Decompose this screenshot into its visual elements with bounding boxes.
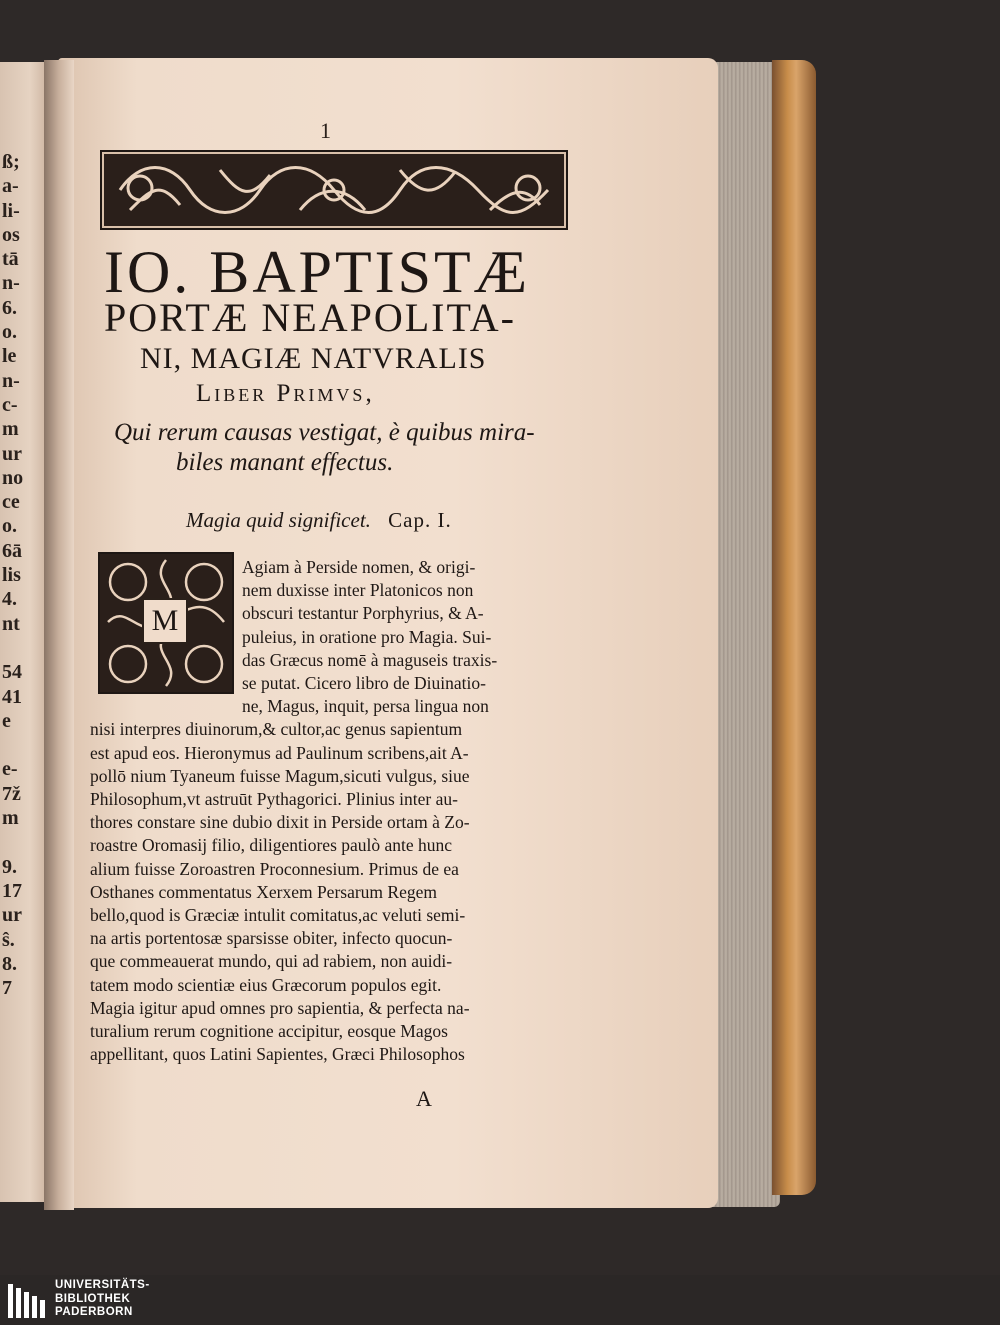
body-line: thores constare sine dubio dixit in Perside ortam à Zo- [90,812,470,833]
left-page-fragment: lis [2,564,21,587]
left-page-fragment: li- [2,199,20,222]
left-page-fragment: o. [2,515,17,538]
body-text [90,556,560,1066]
body-line: roastre Oromasij filio, diligentiores paulò ante hunc [90,835,453,856]
left-page-fragment: os [2,223,20,246]
body-line: ne, Magus, inquit, persa lingua non [242,696,489,717]
body-line: Magia igitur apud omnes pro sapientia, & perfecta na- [90,997,470,1018]
left-page-fragment: 6. [2,296,17,319]
left-page-fragment: 41 [2,685,22,708]
left-page-fragment: 7ž [2,782,21,805]
left-page [0,62,50,1202]
left-page-fragment: ur [2,442,22,465]
page-number: 1 [320,118,331,143]
initial-letter: M [142,598,188,644]
body-line: Philosophum,vt astruūt Pythagorici. Plinius inter au- [90,789,458,810]
left-page-fragment: a- [2,175,19,198]
chapter-number: Cap. I. [388,508,452,532]
chapter-title: Magia quid significet. [186,508,371,532]
left-page-fragment: 7 [2,977,12,1000]
logo-line-3: PADERBORN [55,1306,133,1318]
body-line: que commeauerat mundo, qui ad rabiem, non auidi- [90,951,453,972]
body-line: Osthanes commentatus Xerxem Persarum Regem [90,881,437,902]
body-line: Agiam à Perside nomen, & origi- [242,557,476,577]
library-logo-text [55,1279,150,1320]
left-page-fragment: e [2,709,11,732]
left-page-fragment: m [2,807,19,830]
left-page-fragment: n- [2,369,20,392]
left-page-fragment: 54 [2,661,22,684]
book-cover-edge [772,60,816,1195]
left-page-fragment: 17 [2,879,22,902]
left-page-fragment: e- [2,758,18,781]
ornamental-headpiece [100,150,568,230]
logo-line-2: BIBLIOTHEK [55,1292,131,1305]
body-line: na artis portentosæ sparsisse obiter, infecto quocun- [90,928,453,949]
left-page-text [2,150,48,1000]
body-line: se putat. Cicero libro de Diuinatio- [242,673,486,694]
body-line: nisi interpres diuinorum,& cultor,ac genus sapientum [90,719,463,740]
subtitle-line-1: Qui rerum causas vestigat, è quibus mira- [114,419,535,446]
left-page-fragment [2,733,48,757]
title-line-2: PORTÆ NEAPOLITA- [104,295,516,340]
body-line: bello,quod is Græciæ intulit comitatus,ac veluti semi- [90,905,466,926]
body-line: turalium rerum cognitione accipitur, eosque Magos [90,1021,448,1042]
body-line: das Græcus nomē à maguseis traxis- [242,649,498,670]
logo-line-1: UNIVERSITÄTS- [55,1279,150,1291]
left-page-fragment: o. [2,321,17,344]
subtitle [114,418,574,478]
left-page-fragment: tā [2,248,19,271]
body-line: tatem modo scientiæ eius Græcorum populos egit. [90,974,442,995]
left-page-fragment [2,830,48,854]
left-page-fragment: ce [2,491,20,514]
title-line-4: Liber Primvs, [196,380,375,407]
body-line: est apud eos. Hieronymus ad Paulinum scribens,ait A- [90,742,469,763]
chapter-heading [186,508,452,533]
body-line: obscuri testantur Porphyrius, & A- [242,603,484,624]
left-page-fragment: ß; [2,151,20,173]
left-page-fragment: n- [2,272,20,295]
left-page-fragment: m [2,418,19,441]
left-page-fragment: no [2,466,24,489]
body-line: appellitant, quos Latini Sapientes, Græci Philosophos [90,1044,465,1065]
left-page-fragment: c- [2,393,18,416]
left-page-fragment: le [2,345,17,368]
left-page-fragment: 6ā [2,539,22,562]
gutter [44,60,74,1210]
left-page-fragment: nt [2,612,20,635]
library-footer [0,1275,1000,1325]
library-logo-icon [8,1284,48,1318]
left-page-fragment: 8. [2,952,17,975]
left-page-fragment [2,636,48,660]
body-line: alium fuisse Zoroastren Proconnesium. Primus de ea [90,858,459,879]
left-page-fragment: 9. [2,855,17,878]
body-line: pollō nium Tyaneum fuisse Magum,sicuti vulgus, siue [90,765,470,786]
body-line: nem duxisse inter Platonicos non [242,580,474,601]
left-page-fragment: 4. [2,588,17,611]
title-line-3: NI, MAGIÆ NATVRALIS [140,342,487,375]
left-page-fragment: ur [2,904,22,927]
left-page-fragment: ŝ. [2,928,15,951]
title-line-1: IO. BAPTISTÆ [104,239,531,305]
subtitle-line-2: biles manant effectus. [176,449,394,476]
signature-mark: A [416,1086,432,1111]
body-line: puleius, in oratione pro Magia. Sui- [242,626,492,647]
